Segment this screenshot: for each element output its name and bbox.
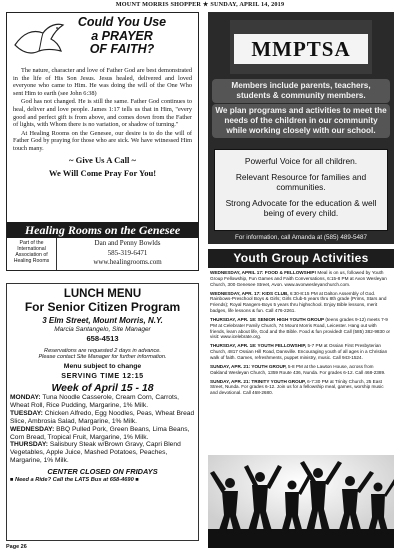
event-heading: SUNDAY, APR. 21: TRINITY YOUTH GROUP, <box>210 378 306 384</box>
lunch-menu-manager: Marcia Santangelo, Site Manager <box>54 325 151 333</box>
event-text: 5-8 PM at the Lawton House, across from Oakland Wesleyan Church, 1359 Route 436, Nunda. For grades 6-12. Call 468-2389. <box>210 363 386 375</box>
event-text: 6-7:30 PM at Trinity Church, 25 East Street, Nunda. For grades 6-12. Join us for a fellowship meal, games, worship music and devotional. Call 468-2680. <box>210 378 384 396</box>
healing-rooms-affiliation: Part of the International Association of Healing Rooms <box>7 238 57 270</box>
lunch-menu-closed-note: CENTER CLOSED ON FRIDAYS <box>47 467 158 477</box>
event-heading: WEDNESDAY, APR. 17: KIDS CLUB, <box>210 290 289 296</box>
healing-rooms-phone: 585-319-6471 <box>107 248 148 257</box>
list-item <box>210 317 392 340</box>
prayer-paragraph: The nature, character and love of Father God are best demonstrated in the life of His Son Jesus. Jesus healed, delivered and loved everyone who came to Him. He was doing the will of the One Who sent Him to earth (see John 6:38) <box>13 67 192 97</box>
list-item <box>10 394 195 410</box>
event-text: Meal is on us, followed by Youth Group Fellowship, Fun Games and Faith Conversations, 6:15-8 PM at Avon Wesleyan Church, 300 Genesee Street, Avon. www.avonwesleyanchurch.com. <box>210 270 387 287</box>
list-item <box>10 426 195 442</box>
prayer-paragraph: God has not changed. He is still the same. Father God continues to heal, deliver and love people. James 1:17 tells us that in Him, "every good and perfect gift is from above, and comes down from the Father of lights, with Whom there is no variation, or shadow of turning." <box>13 98 192 129</box>
lunch-menu-serving-time: SERVING TIME 12:15 <box>61 371 144 380</box>
list-item <box>10 410 195 426</box>
prayer-title <box>67 16 177 57</box>
event-heading: THURSDAY, APR. 18: YOUTH FELLOWSHIP, <box>210 343 307 349</box>
prayer-title-line3: OF FAITH? <box>89 42 155 56</box>
lunch-menu-box <box>6 283 199 541</box>
dove-icon <box>13 21 65 61</box>
dancing-silhouettes-image <box>208 455 394 548</box>
menu-items: BBQ Pulled Pork, Green Beans, Lima Beans, Corn Bread, Tropical Fruit, Margarine, 1% Milk. <box>10 425 190 441</box>
prayer-ad <box>6 12 199 271</box>
mmptsa-value-resource: Relevant Resource for families and communities. <box>235 172 367 192</box>
event-text: (teens grades 9-12) meets 7-9 PM at Celebrate! Family Church, 74 Mount Morris Road, Leicester. Hang out with friends, learn about life, God and the Bible. Food & fun provided! Call (585) 382-9830 or visit: www.icelebrate.org. <box>210 316 391 340</box>
healing-rooms-names: Dan and Penny Bowlds <box>94 239 161 247</box>
mmptsa-ad <box>208 12 394 244</box>
event-heading: THURSDAY, APR. 18: SENIOR HIGH YOUTH GROUP <box>210 316 325 322</box>
menu-items: Chicken Alfredo, Egg Noodles, Peas, Wheat Bread Slice, Ambrosia Salad, Margarine, 1% Milk. <box>10 409 195 425</box>
event-text: 6:30-8:15 PM at Dalton Assembly of God. Rainbows-Preschool Boys & Girls; Girls Club-5 years thru 8th grade (Prims, Stars and Friends); Royal Rangers-Boys 5 years thru highschool. Enjoy Bible lessons, merit badges, life lessons & fun. Call 476-2261. <box>210 290 387 313</box>
mmptsa-logo: MMPTSA <box>234 34 368 64</box>
healing-rooms-website[interactable]: www.healingrooms.com <box>93 258 162 266</box>
menu-items: Salisbury Steak w/Brown Gravy, Capri Blend Vegetables, Apple Juice, Mashed Potatoes, Peaches, Margarine, 1% Milk. <box>10 441 181 465</box>
lunch-menu-header <box>7 284 198 380</box>
menu-items: Tuna Noodle Casserole, Cream Corn, Carrots, Wheat Roll, Rice Pudding, Margarine, 1% Milk. <box>10 394 180 409</box>
mmptsa-programs-pill: We plan programs and activities to meet the needs of the children in our community while working closely with our school. <box>212 104 390 138</box>
lunch-menu-days <box>7 394 198 465</box>
list-item <box>210 364 392 376</box>
lunch-menu-subtitle: For Senior Citizen Program <box>24 299 181 314</box>
lunch-menu-week: Week of April 15 - 18 <box>51 382 154 394</box>
lunch-menu-note: Reservations are requested 2 days in advance. <box>44 347 161 354</box>
event-heading: SUNDAY, APR. 21: YOUTH GROUP, <box>210 363 287 369</box>
healing-rooms-banner: Healing Rooms on the Genesee <box>7 222 198 238</box>
menu-day: THURSDAY: <box>10 441 49 449</box>
menu-day: TUESDAY: <box>10 409 43 417</box>
menu-day: WEDNESDAY: <box>10 425 55 433</box>
mmptsa-contact: For information, call Amanda at (585) 489-5487 <box>235 234 367 241</box>
lunch-menu-address: 3 Elm Street, Mount Morris, N.Y. <box>42 315 163 325</box>
healing-rooms-footer <box>7 222 198 270</box>
menu-day: MONDAY: <box>10 394 41 401</box>
page-header: MOUNT MORRIS SHOPPER ★ SUNDAY, APRIL 14, 2019 <box>115 1 285 8</box>
list-item <box>210 343 392 360</box>
prayer-title-line2: a PRAYER <box>91 28 153 43</box>
event-heading: WEDNESDAY, APRIL 17: FOOD & FELLOWSHIP! <box>210 270 317 275</box>
lunch-menu-change-note: Menu subject to change <box>63 362 142 370</box>
list-item <box>210 379 392 396</box>
lunch-menu-phone: 658-4513 <box>86 333 119 343</box>
youth-group-banner: Youth Group Activities <box>208 249 394 268</box>
prayer-call-line2: We Will Come Pray For You! <box>48 167 157 178</box>
list-item <box>210 291 392 314</box>
prayer-ad-header <box>7 13 198 67</box>
lunch-menu-title: LUNCH MENU <box>63 288 142 300</box>
mmptsa-members-pill: Members include parents, teachers, students & community members. <box>212 79 390 103</box>
mmptsa-values-box <box>214 149 388 231</box>
list-item <box>10 441 195 465</box>
lunch-menu-note: Please contact Site Manager for further information. <box>38 354 167 360</box>
page-number: Page 26 <box>6 544 27 550</box>
healing-rooms-info <box>7 238 198 270</box>
youth-group-list <box>210 270 392 399</box>
prayer-call-line1: ~ Give Us A Call ~ <box>69 154 136 165</box>
healing-rooms-contact <box>57 238 198 270</box>
mmptsa-value-advocate: Strong Advocate for the education & well being of every child. <box>225 198 377 218</box>
list-item <box>210 270 392 287</box>
dancers-silhouette-icon <box>208 455 394 548</box>
prayer-body <box>7 67 198 153</box>
event-text: 5-7 PM at Ossian First Presbyterian Church, 4817 Ossian Hill Road, Dansville. Encouraging youth of all ages in a Christian walk of faith. Games, refreshments, puppet ministry, music. Call 943-1524. <box>210 343 388 360</box>
lunch-menu-ride-note: ■ Need a Ride? Call the LATS Bus at 658-4690 ■ <box>10 477 139 484</box>
mmptsa-value-voice: Powerful Voice for all children. <box>244 156 358 166</box>
prayer-paragraph: At Healing Rooms on the Genesee, our desire is to do the will of Father God by praying for those who are sick. We have witnessed Him touch many. <box>13 129 192 152</box>
prayer-title-line1: Could You Use <box>77 15 167 29</box>
